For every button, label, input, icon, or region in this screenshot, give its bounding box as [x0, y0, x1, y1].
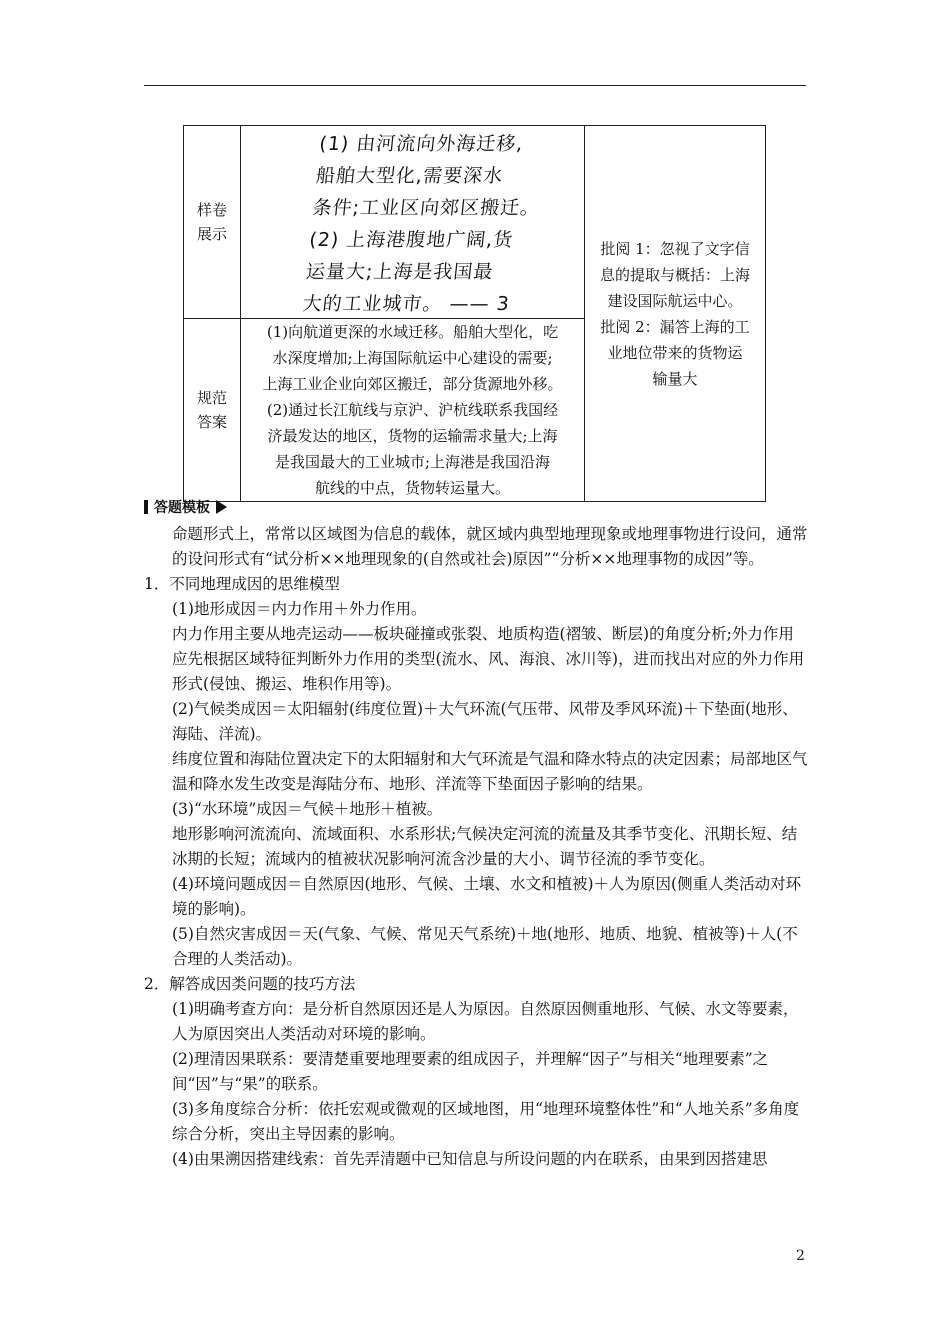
body-text — [144, 522, 809, 1172]
paragraph: (4)环境问题成因＝自然原因(地形、气候、土壤、水文和植被)＋人为原因(侧重人类活动对环境的影响)。 — [172, 875, 802, 918]
page-number: 2 — [796, 1248, 805, 1264]
paragraph: 2．解答成因类问题的技巧方法 — [144, 975, 356, 993]
standard-answer — [241, 319, 584, 501]
handwritten-answer — [301, 128, 591, 320]
paragraph: 命题形式上，常常以区域图为信息的载体，就区域内典型地理现象或地理事物进行设问，通常的设问形式有“试分析××地理现象的(自然或社会)原因”“分析××地理事物的成因”等。 — [172, 525, 808, 568]
paragraph: (1)明确考查方向：是分析自然原因还是人为原因。自然原因侧重地形、气候、水文等要素，人为原因突出人类活动对环境的影响。 — [172, 1000, 799, 1043]
paragraph: 1．不同地理成因的思维模型 — [144, 575, 340, 593]
handwriting-line: (2) 上海港腹地广阔,货 — [308, 229, 515, 251]
handwriting-line: (1) 由河流向外海迁移, — [318, 133, 525, 155]
heading-bar-icon — [144, 500, 148, 514]
review-line: 业地位带来的货物运 — [607, 343, 743, 362]
standard-answer-line: 是我国最大的工业城市;上海港是我国沿海 — [274, 453, 551, 471]
review-line: 批阅 2：漏答上海的工 — [600, 317, 750, 336]
sample-handwriting-cell — [241, 126, 585, 319]
handwriting-line: 船舶大型化,需要深水 — [314, 165, 505, 187]
paragraph: (3)“水环境”成因＝气候＋地形＋植被。 — [172, 800, 443, 818]
answer-table — [183, 125, 766, 502]
standard-answer-line: 上海工业企业向郊区搬迁，部分货源地外移。 — [262, 375, 563, 393]
standard-answer-line: (1)向航道更深的水域迁移。船舶大型化，吃 — [266, 323, 559, 341]
handwriting-line: 大的工业城市。 —— 3 — [301, 293, 511, 315]
paragraph: (3)多角度综合分析：依托宏观或微观的区域地图，用“地理环境整体性”和“人地关系”多角度综合分析，突出主导因素的影响。 — [172, 1100, 800, 1143]
review-line: 输量大 — [652, 369, 698, 388]
template-heading — [144, 497, 227, 517]
sample-header — [184, 126, 241, 319]
paragraph: (2)气候类成因＝太阳辐射(纬度位置)＋大气环流(气压带、风带及季风环流)＋下垫面(地形、海陆、洋流)。 — [172, 700, 798, 743]
paragraph: 内力作用主要从地壳运动——板块碰撞或张裂、地质构造(褶皱、断层)的角度分析;外力作用应先根据区域特征判断外力作用的类型(流水、风、海浪、冰川等)，进而找出对应的外力作用形式(侵蚀、搬运、堆积作用等)。 — [172, 625, 805, 693]
review-comments — [585, 236, 765, 392]
paragraph: 纬度位置和海陆位置决定下的太阳辐射和大气环流是气温和降水特点的决定因素；局部地区气温和降水发生改变是海陆分布、地形、洋流等下垫面因子影响的结果。 — [172, 750, 808, 793]
standard-answer-line: 水深度增加;上海国际航运中心建设的需要; — [272, 349, 553, 367]
paragraph: (5)自然灾害成因＝天(气象、气候、常见天气系统)＋地(地形、地质、地貌、植被等)＋人(不 合理的人类活动)。 — [172, 925, 798, 968]
review-line: 息的提取与概括：上海 — [599, 265, 750, 284]
review-line: 建设国际航运中心。 — [607, 291, 743, 310]
header-rule — [144, 85, 806, 86]
paragraph: (4)由果溯因搭建线索：首先弄清题中已知信息与所设问题的内在联系，由果到因搭建思 — [172, 1150, 768, 1168]
review-cell — [585, 126, 766, 502]
paragraph: 地形影响河流流向、流域面积、水系形状;气候决定河流的流量及其季节变化、汛期长短、结冰期的长短；流域内的植被状况影响河流含沙量的大小、调节径流的季节变化。 — [172, 825, 798, 868]
review-line: 批阅 1：忽视了文字信 — [600, 239, 750, 258]
standard-answer-line: 济最发达的地区，货物的运输需求量大;上海 — [267, 427, 558, 445]
standard-header-text: 规范 答案 — [196, 389, 227, 431]
standard-answer-cell — [241, 319, 585, 502]
template-label: 答题模板 — [154, 500, 210, 516]
handwriting-line: 运量大;上海是我国最 — [304, 261, 495, 283]
sample-row — [184, 126, 766, 319]
sample-header-text: 样卷 展示 — [196, 201, 227, 243]
standard-answer-line: 航线的中点，货物转运量大。 — [314, 479, 510, 497]
standard-header — [184, 319, 241, 502]
play-triangle-icon — [216, 500, 227, 514]
paragraph: (2)理清因果联系：要清楚重要地理要素的组成因子，并理解“因子”与相关“地理要素”之间“因”与“果”的联系。 — [172, 1050, 769, 1093]
paragraph: (1)地形成因＝内力作用＋外力作用。 — [172, 600, 427, 618]
standard-answer-line: (2)通过长江航线与京沪、沪杭线联系我国经 — [266, 401, 559, 419]
handwriting-line: 条件;工业区向郊区搬迁。 — [311, 197, 542, 219]
